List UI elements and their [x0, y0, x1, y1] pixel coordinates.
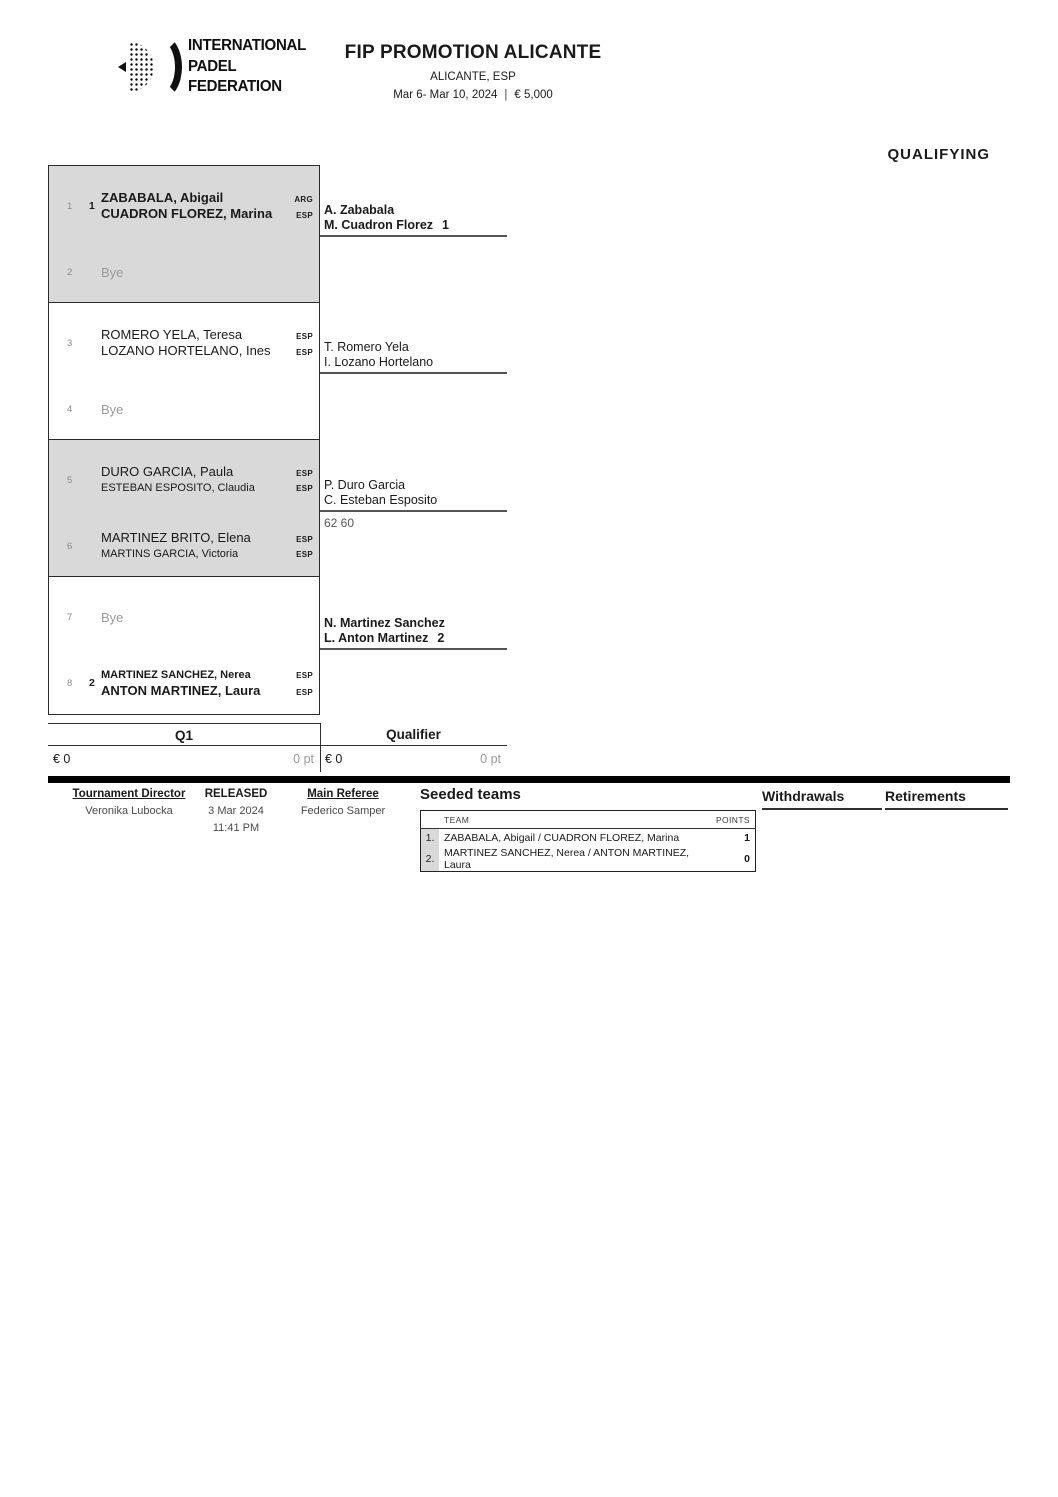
player-name: DURO GARCIA, Paula [101, 464, 234, 479]
winner-name: T. Romero Yela [324, 340, 409, 354]
entry-position: 1 [67, 200, 73, 212]
player-name: ZABABALA, Abigail [101, 190, 224, 205]
match-2-winner [320, 339, 507, 374]
retirements-heading: Retirements [885, 788, 1008, 810]
team-names [101, 464, 319, 496]
main-referee-label: Main Referee [307, 788, 379, 800]
seed-number: 2. [421, 847, 440, 872]
logo-triangle-icon [118, 62, 126, 72]
round-points: 0 pt [480, 751, 501, 766]
event-dates: Mar 6- Mar 10, 2024 [393, 89, 498, 101]
player-name: ESTEBAN ESPOSITO, Claudia [101, 482, 255, 494]
logo-line: INTERNATIONAL [188, 37, 307, 54]
winner-name: N. Martinez Sanchez [324, 616, 445, 630]
winner-name: L. Anton Martinez [324, 631, 429, 645]
team-names [101, 190, 319, 222]
bracket-entry-8 [49, 659, 319, 707]
player-country: ESP [296, 348, 313, 357]
entry-position: 3 [67, 337, 73, 349]
logo-arc-icon [142, 35, 182, 99]
column-header-team: TEAM [439, 811, 706, 829]
round-label: Qualifier [320, 723, 507, 746]
round-points: 0 pt [293, 751, 314, 766]
round-qualifier-column [320, 723, 507, 772]
entry-position: 7 [67, 611, 73, 623]
bracket-entry-7 [49, 593, 319, 641]
seeded-teams-section [420, 786, 756, 872]
player-country: ESP [296, 688, 313, 697]
player-country: ESP [296, 550, 313, 559]
released-label: RELEASED [204, 788, 268, 800]
player-name: MARTINEZ SANCHEZ, Nerea [101, 669, 251, 681]
winner-name: A. Zababala [324, 203, 395, 217]
team-names [101, 327, 319, 359]
player-country: ESP [296, 469, 313, 478]
seed-number: 1. [421, 829, 440, 847]
table-header-row [421, 811, 756, 829]
player-country: ESP [296, 535, 313, 544]
winner-seed: 1 [442, 218, 449, 232]
table-row [421, 847, 756, 872]
player-name: ANTON MARTINEZ, Laura [101, 683, 261, 698]
bye-label: Bye [101, 609, 124, 625]
round-label: Q1 [48, 723, 320, 746]
event-meta [273, 89, 673, 101]
event-title: FIP PROMOTION ALICANTE [344, 42, 602, 63]
bracket-entry-6 [49, 522, 319, 570]
released-time: 11:41 PM [212, 822, 260, 834]
withdrawals-heading: Withdrawals [762, 788, 882, 810]
logo-line: FEDERATION [188, 78, 282, 95]
winner-name: P. Duro Garcia [324, 478, 406, 492]
bracket-entry-5 [49, 456, 319, 504]
team-names [101, 667, 319, 699]
winner-name: I. Lozano Hortelano [324, 355, 434, 369]
entry-position: 8 [67, 677, 73, 689]
round-prize: € 0 [53, 751, 71, 766]
section-title-qualifying: QUALIFYING [887, 146, 990, 163]
winner-seed: 2 [437, 631, 445, 645]
bracket-block [48, 165, 320, 304]
player-country: ESP [296, 332, 313, 341]
seeded-teams-table [420, 810, 756, 872]
event-header [273, 42, 673, 101]
bracket-entry-4 [49, 385, 319, 433]
main-referee-name: Federico Samper [300, 805, 386, 817]
team-names [101, 530, 319, 562]
bracket-entry-1 [49, 182, 319, 230]
player-country: ESP [296, 671, 313, 680]
seeded-team-points: 1 [744, 831, 750, 844]
tournament-director-label: Tournament Director [72, 788, 186, 800]
bye-label: Bye [101, 264, 124, 280]
match-1-winner [320, 202, 507, 237]
player-name: MARTINS GARCIA, Victoria [101, 548, 239, 560]
column-divider [320, 723, 321, 772]
player-name: MARTINEZ BRITO, Elena [101, 530, 251, 545]
player-country: ESP [296, 484, 313, 493]
released-block [196, 788, 276, 834]
round-prize-table [48, 723, 507, 772]
footer-separator-bar [48, 776, 1010, 783]
released-date: 3 Mar 2024 [208, 805, 264, 817]
seeded-team-points: 0 [744, 852, 750, 865]
entry-seed: 2 [89, 677, 95, 689]
bye-label: Bye [101, 401, 124, 417]
bracket-entry-3 [49, 319, 319, 367]
player-name: ROMERO YELA, Teresa [101, 327, 243, 342]
meta-separator: | [504, 89, 508, 101]
bracket-block [48, 576, 320, 715]
logo-line: PADEL [188, 57, 237, 75]
entry-position: 6 [67, 540, 73, 552]
event-location: ALICANTE, ESP [430, 71, 516, 83]
match-score: 62 60 [324, 516, 355, 530]
seeded-team-name: MARTINEZ SANCHEZ, Nerea / ANTON MARTINEZ, Laura [444, 846, 690, 871]
table-row [421, 829, 756, 847]
seeded-team-name: ZABABALA, Abigail / CUADRON FLOREZ, Marina [444, 831, 680, 844]
entry-position: 2 [67, 266, 73, 278]
player-name: LOZANO HORTELANO, Ines [101, 343, 271, 358]
winner-name: C. Esteban Esposito [324, 493, 438, 507]
entry-seed: 1 [89, 200, 95, 212]
match-4-winner [320, 615, 507, 650]
entry-position: 4 [67, 403, 73, 415]
qualifying-draw [48, 165, 510, 725]
round-q1-column [48, 723, 320, 772]
entry-position: 5 [67, 474, 73, 486]
round-prize: € 0 [325, 751, 343, 766]
tournament-director-name: Veronika Lubocka [85, 805, 173, 817]
winner-name: M. Cuadron Florez [324, 218, 434, 232]
match-3-winner [320, 477, 507, 512]
player-name: CUADRON FLOREZ, Marina [101, 206, 273, 221]
bracket-entry-2 [49, 248, 319, 296]
bracket-block [48, 439, 320, 578]
player-country: ARG [294, 195, 313, 204]
ipf-logo-icon [118, 34, 184, 100]
seeded-teams-heading: Seeded teams [420, 786, 521, 803]
player-country: ESP [296, 211, 313, 220]
main-referee-block [298, 788, 388, 817]
bracket-block [48, 302, 320, 441]
column-header-points: POINTS [706, 811, 756, 829]
tournament-director-block [64, 788, 194, 817]
event-prize: € 5,000 [514, 89, 553, 101]
